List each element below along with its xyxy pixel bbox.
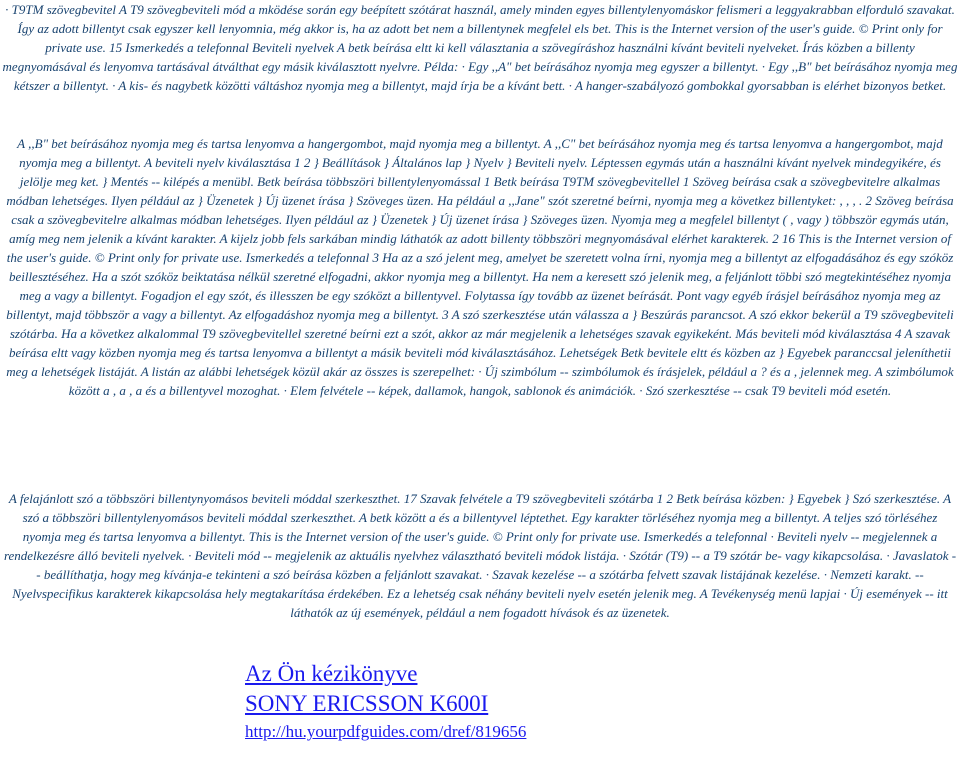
guide-url-link[interactable]: http://hu.yourpdfguides.com/dref/819656 <box>245 722 527 741</box>
paragraph-dictionary-options: A felajánlott szó a többszöri billentynyomásos beviteli móddal szerkeszthet. 17 Szavak felvétele a T9 szövegbeviteli szótárba 1 2 Betk beírása közben: } Egyebek } Szó szerkesztése. A szó a többszöri billentylenyomásos beviteli móddal szerkeszthet. A betk között a és a billentyvel léptethet. Egy karakter törléséhez nyomja meg a billentyt. A teljes szó törléséhez nyomja meg és tartsa lenyomva a billentyt. This is the Internet version of the user's guide. © Print only for private use. Ismerkedés a telefonnal · Beviteli nyelv -- megjelennek a rendelkezésre álló beviteli nyelvek. · Beviteli mód -- megjelenik az aktuális nyelvhez választható beviteli módok listája. · Szótár (T9) -- a T9 szótár be- vagy kikapcsolása. · Javaslatok -- beállíthatja, hogy meg kívánja-e tekinteni a szó beírása közben a feljánlott szavakat. · Szavak kezelése -- a szótárba felvett szavak listájának kezelése. · Nemzeti karakt. -- Nyelvspecifikus karakterek kikapcsolása hely megtakarítása érdekében. Ez a lehetség csak néhány beviteli nyelv esetén jelenik meg. A Tevékenység menü lapjai · Új események -- itt láthatók az új események, például a nem fogadott hívások és az üzenetek. <box>3 491 957 620</box>
paragraph-t9-intro: · T9TM szövegbevitel A T9 szövegbeviteli mód a mködése során egy beépített szótárat használ, amely minden egyes billentylenyomáskor felismeri a leggyakrabban elforduló szavakat. Így az adott billentyt csak egyszer kell lenyomnia, még akkor is, ha az adott bet nem a billentynek megfelel els bet. This is the Internet version of the user's guide. © Print only for private use. 15 Ismerkedés a telefonnal Beviteli nyelvek A betk beírása eltt ki kell választania a szövegíráshoz használni kívánt beviteli nyelveket. Írás közben a billenty megnyomásával és lenyomva tartásával átválthat egy másik kiválasztott nyelvre. Példa: · Egy ,,A" bet beírásához nyomja meg egyszer a billentyt. · Egy ,,B" bet beírásához nyomja meg kétszer a billentyt. · A kis- és nagybetk közötti váltáshoz nyomja meg a billentyt, majd írja be a kívánt bett. · A hanger-szabályozó gombokkal gyorsabban is elérhet bizonyos betket. <box>2 2 958 93</box>
manual-title-link[interactable]: Az Ön kézikönyve <box>245 661 418 686</box>
manual-link-block <box>245 659 526 743</box>
paragraph-input-methods: A ,,B" bet beírásához nyomja meg és tartsa lenyomva a hangergombot, majd nyomja meg a billentyt. A ,,C" bet beírásához nyomja meg és tartsa lenyomva a hangergombot, majd nyomja meg a billentyt. A beviteli nyelv kiválasztása 1 2 } Beállítások } Általános lap } Nyelv } Beviteli nyelv. Léptessen egymás után a használni kívánt nyelvek mindegyikére, és jelölje meg ket. } Mentés -- kilépés a menübl. Betk beírása többszöri billentylenyomással 1 Betk beírása T9TM szövegbevitellel 1 Szöveg beírása csak a szövegbevitelre alkalmas módban lehetséges. Ilyen például az } Üzenetek } Új üzenet írása } Szöveges üzen. Ha például a ,,Jane" szót szeretné beírni, nyomja meg a következ billentyket: , , , . 2 Szöveg beírása csak a szövegbevitelre alkalmas módban lehetséges. Ilyen például az } Üzenetek } Új üzenet írása } Szöveges üzen. Nyomja meg a megfelel billentyt ( , vagy ) többször egymás után, amíg meg nem jelenik a kívánt karakter. A kijelz jobb fels sarkában mindig láthatók az adott billenty többszöri megnyomásával elérhet karakterek. 2 16 This is the Internet version of the user's guide. © Print only for private use. Ismerkedés a telefonnal 3 Ha az a szó jelent meg, amelyet be szeretett volna írni, nyomja meg a billentyt az elfogadásához és egy szóköz beillesztéséhez. Ha a szót szóköz beiktatása nélkül szeretné elfogadni, akkor nyomja meg a billentyt. Ha nem a keresett szó jelenik meg, a feljánlott többi szó megtekintéséhez nyomja meg a vagy a billentyt. Fogadjon el egy szót, és illesszen be egy szóközt a billentyvel. Folytassa így tovább az üzenet beírását. Pont vagy egyéb írásjel beírásához nyomja meg az billentyt, majd többször a vagy a billentyt. Az elfogadáshoz nyomja meg a billentyt. 3 A szó szerkesztése után válassza a } Beszúrás parancsot. A szó ekkor bekerül a T9 szövegbeviteli szótárba. Ha a következ alkalommal T9 szövegbevitellel szeretné beírni ezt a szót, akkor az már megjelenik a lehetséges szavak egyikeként. Más beviteli mód kiválasztása 4 A szavak beírása eltt vagy közben nyomja meg és tartsa lenyomva a billentyt a másik beviteli mód kiválasztásához. Lehetségek Betk bevitele eltt és közben az } Egyebek paranccsal jeleníthetii meg a lehetségek listáját. A listán az alábbi lehetségek közül akár az összes is szerepelhet: · Új szimbólum -- szimbólumok és írásjelek, például a ? és a , jelennek meg. A szimbólumok között a , a , a és a billentyvel mozoghat. · Elem felvétele -- képek, dallamok, hangok, sablonok és animációk. · Szó szerkesztése -- csak T9 beviteli mód esetén. <box>6 136 954 398</box>
device-name-link[interactable]: SONY ERICSSON K600I <box>245 691 489 716</box>
